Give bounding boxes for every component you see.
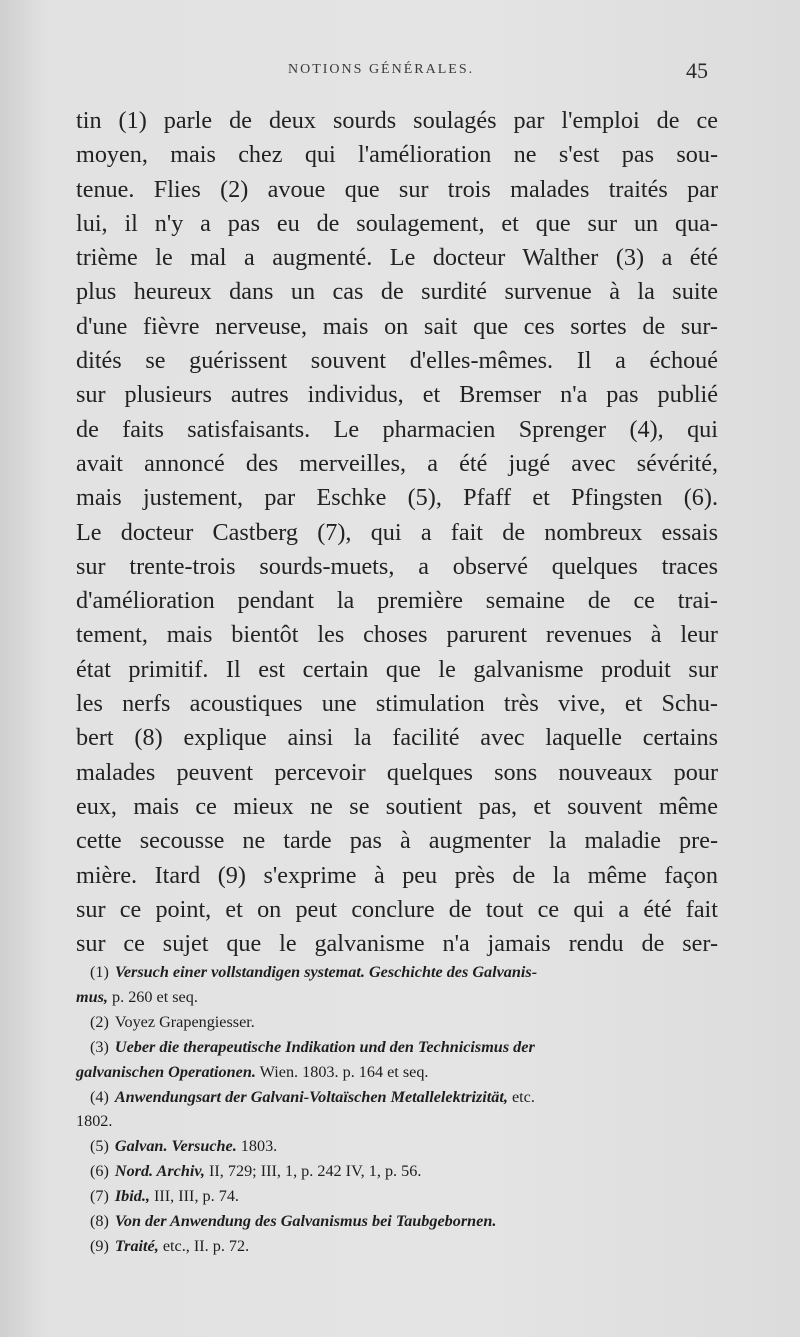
footnote-title: Versuch einer vollstandigen systemat. Geschichte des Galvanis- <box>114 963 538 981</box>
text-line: d'amélioration pendant la première semaine de ce trai- <box>76 587 718 615</box>
footnote-title: Ibid., <box>114 1187 150 1206</box>
text-line: d'une fièvre nerveuse, mais on sait que ces sortes de sur- <box>76 312 718 340</box>
text-line: les nerfs acoustiques une stimulation très vive, et Schu- <box>76 690 718 718</box>
text-line: trième le mal a augmenté. Le docteur Walther (3) a été <box>76 244 718 272</box>
footnote-text: 1802. <box>76 1112 113 1131</box>
footnote-text: 1803. <box>236 1137 278 1156</box>
footnote-title: Traité, <box>114 1236 159 1255</box>
footnote-title: Ueber die therapeutische Indikation und den Technicismus der <box>114 1037 535 1056</box>
text-line: tement, mais bientôt les choses parurent revenues à leur <box>76 621 718 649</box>
text-line: tenue. Flies (2) avoue que sur trois malades traités par <box>76 175 718 203</box>
footnote-title: Anwendungsart der Galvani-Voltaïschen Metallelektrizität, <box>114 1087 508 1106</box>
text-line: Le docteur Castberg (7), qui a fait de nombreux essais <box>76 518 718 546</box>
text-line: plus heureux dans un cas de surdité survenue à la suite <box>76 278 718 306</box>
text-line: sur ce sujet que le galvanisme n'a jamais rendu de ser- <box>76 930 718 958</box>
footnote-text: II, 729; III, 1, p. 242 IV, 1, p. 56. <box>204 1162 422 1181</box>
footnote-2 <box>90 1010 720 1035</box>
footnote-number: (5) <box>90 1137 109 1156</box>
footnote-3 <box>90 1035 720 1060</box>
text-line: de faits satisfaisants. Le pharmacien Sprenger (4), qui <box>76 415 718 443</box>
footnote-5 <box>90 1134 720 1159</box>
text-line: moyen, mais chez qui l'amélioration ne s'est pas sou- <box>76 141 718 169</box>
text-line: mais justement, par Eschke (5), Pfaff et Pfingsten (6). <box>76 484 718 512</box>
footnote-number: (2) <box>90 1012 109 1031</box>
text-line: mière. Itard (9) s'exprime à peu près de la même façon <box>76 861 718 889</box>
text-line: bert (8) explique ainsi la facilité avec laquelle certains <box>76 724 718 752</box>
footnote-title: galvanischen Operationen. <box>76 1062 256 1081</box>
body-text <box>76 104 718 961</box>
footnote-7 <box>90 1184 720 1209</box>
footnote-number: (7) <box>90 1187 109 1206</box>
footnote-text: etc. <box>507 1087 535 1106</box>
footnote-title: Galvan. Versuche. <box>114 1137 237 1156</box>
text-line: tin (1) parle de deux sourds soulagés par l'emploi de ce <box>76 107 718 134</box>
page-number: 45 <box>686 58 708 83</box>
footnote-1 <box>90 960 720 985</box>
footnote-title: Nord. Archiv, <box>114 1162 205 1181</box>
text-line: malades peuvent percevoir quelques sons nouveaux pour <box>76 758 718 786</box>
text-line: cette secousse ne tarde pas à augmenter la maladie pre- <box>76 827 718 855</box>
page-header <box>76 58 716 88</box>
footnote-8 <box>90 1209 720 1234</box>
running-title: NOTIONS GÉNÉRALES. <box>288 62 475 77</box>
footnote-9 <box>90 1234 720 1259</box>
footnote-number: (6) <box>90 1162 109 1181</box>
footnote-number: (3) <box>90 1037 109 1056</box>
footnote-6 <box>90 1159 720 1184</box>
footnote-text: p. 260 et seq. <box>107 987 198 1006</box>
text-line: état primitif. Il est certain que le galvanisme produit sur <box>76 655 718 683</box>
footnote-number: (9) <box>90 1236 109 1255</box>
footnote-title: mus, <box>76 987 108 1006</box>
text-line: lui, il n'y a pas eu de soulagement, et que sur un qua- <box>76 209 718 237</box>
text-line: eux, mais ce mieux ne se soutient pas, et souvent même <box>76 792 718 820</box>
footnote-1-continuation <box>76 985 720 1010</box>
footnote-number: (1) <box>90 963 109 981</box>
text-line: sur plusieurs autres individus, et Bremser n'a pas publié <box>76 381 718 409</box>
footnote-text: III, III, p. 74. <box>149 1187 239 1206</box>
footnote-4-continuation <box>76 1109 720 1134</box>
footnote-text: etc., II. p. 72. <box>158 1236 250 1255</box>
text-line: sur ce point, et on peut conclure de tout ce qui a été fait <box>76 895 718 923</box>
footnote-text: Voyez Grapengiesser. <box>114 1012 255 1031</box>
footnote-text: Wien. 1803. p. 164 et seq. <box>255 1062 429 1081</box>
footnote-4 <box>90 1085 720 1110</box>
footnotes <box>76 960 720 1259</box>
text-line: dités se guérissent souvent d'elles-mêmes. Il a échoué <box>76 347 718 375</box>
text-line: sur trente-trois sourds-muets, a observé quelques traces <box>76 552 718 580</box>
footnote-number: (4) <box>90 1087 109 1106</box>
footnote-3-continuation <box>76 1060 720 1085</box>
footnote-number: (8) <box>90 1212 109 1231</box>
footnote-title: Von der Anwendung des Galvanismus bei Taubgebornen. <box>114 1212 497 1231</box>
text-line: avait annoncé des merveilles, a été jugé avec sévérité, <box>76 449 718 477</box>
